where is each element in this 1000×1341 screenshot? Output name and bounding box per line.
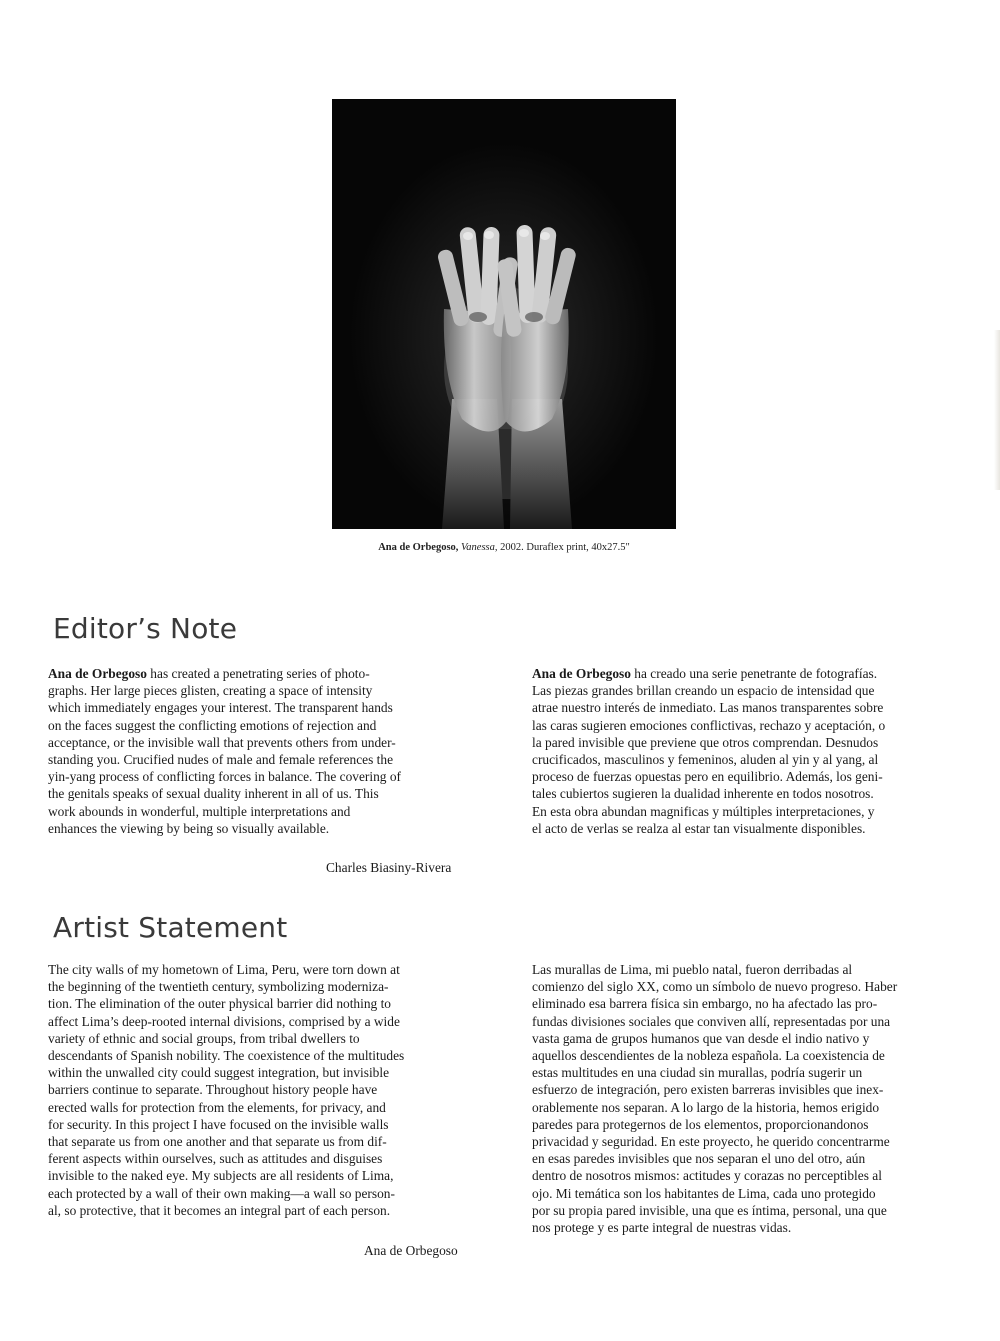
artist-statement-heading: Artist Statement [53,911,288,944]
text-line: Ana de Orbegoso ha creado una serie penetrante de fotografías. [532,666,878,681]
editors-note-signature: Charles Biasiny-Rivera [326,860,452,875]
photo-caption [300,542,708,553]
text-line: vasta gama de grupos humanos que van desde el indio nativo y [532,1030,870,1046]
text-line: work abounds in wonderful, multiple interpretations and [48,803,351,819]
artist-statement-spanish [532,961,972,1236]
lead-name: Ana de Orbegoso [48,666,147,681]
text-line: on the faces suggest the conflicting emotions of rejection and [48,717,377,733]
text-line: for security. In this project I have focused on the invisible walls [48,1116,389,1132]
text-line: crucificados, masculinos y femeninos, aluden al yin y al yang, al [532,752,879,768]
lead-name: Ana de Orbegoso [532,666,631,681]
text-line: por su propia pared invisible, una que es íntima, personal, una que [532,1202,887,1218]
text-line: acceptance, or the invisible wall that prevents others from under- [48,734,396,750]
text-line: estas multitudes en una ciudad sin murallas, podría sugerir un [532,1065,863,1081]
text-line: affect Lima’s deep-rooted internal divisions, comprised by a wide [48,1013,400,1029]
text-line: orablemente nos separan. A lo largo de la historia, hemos erigido [532,1099,880,1115]
text-line: privacidad y seguridad. En este proyecto, he querido concentrarme [532,1134,890,1150]
text-line: Las murallas de Lima, mi pueblo natal, fueron derribadas al [532,962,853,977]
text-line: tion. The elimination of the outer physical barrier did nothing to [48,996,391,1012]
text-line: descendants of Spanish nobility. The coexistence of the multitudes [48,1048,405,1064]
text-line: ojo. Mi temática son los habitantes de Lima, cada uno protegido [532,1185,876,1201]
text-line: la pared invisible que previene que otros comprendan. Desnudos [532,734,879,750]
text-line: that separate us from one another and that separate us from dif- [48,1134,387,1150]
caption-title: Vanessa, [461,542,498,553]
editors-note-english [48,665,478,837]
artist-statement-signature: Ana de Orbegoso [364,1243,458,1258]
page-edge-shadow [994,330,1000,490]
text-line: ferent aspects within ourselves, such as attitudes and disguises [48,1151,383,1167]
text-line: aquellos descendientes de la nobleza española. La coexistencia de [532,1048,885,1064]
text-line: which immediately engages your interest. The transparent hands [48,700,393,716]
text-line: variety of ethnic and social groups, from tribal dwellers to [48,1030,360,1046]
text-line: barriers continue to separate. Throughout history people have [48,1082,378,1098]
text-line: atrae nuestro interés de inmediato. Las manos transparentes sobre [532,700,884,716]
text-line: erected walls for protection from the elements, for privacy, and [48,1099,386,1115]
text-line: the genitals speaks of sexual duality inherent in all of us. This [48,786,379,802]
text-line: Las piezas grandes brillan creando un espacio de intensidad que [532,683,875,699]
text-line: invisible to the naked eye. My subjects are all residents of Lima, [48,1168,394,1184]
text-line: En esta obra abundan magnificas y múltiples interpretaciones, y [532,803,875,819]
text-line: standing you. Crucified nudes of male and female references the [48,752,394,768]
editors-note-spanish [532,665,972,837]
text-line: nos protege y es parte integral de nuestras vidas. [532,1220,792,1236]
text-line: dentro de nosotros mismos: actitudes y corazas no perceptibles al [532,1168,882,1184]
text-line: esfuerzo de integración, pero existen barreras invisibles que inex- [532,1082,884,1098]
caption-artist: Ana de Orbegoso, [378,542,459,553]
text-line: the beginning of the twentieth century, symbolizing moderniza- [48,979,389,995]
photograph-hands-over-face [332,99,676,529]
text-line: The city walls of my hometown of Lima, Peru, were torn down at [48,962,400,977]
editors-note-heading: Editor’s Note [53,612,238,645]
text-line: comienzo del siglo XX, como un símbolo de nuevo progreso. Haber [532,979,898,995]
text-line: las caras sugieren emociones conflictivas, rechazo y aceptación, o [532,717,886,733]
text-line: enhances the viewing by being so visually available. [48,820,330,836]
text-line: en esas paredes invisibles que nos separan el uno del otro, aún [532,1151,866,1167]
text-line: proceso de fuerzas opuestas pero en equilibrio. Además, los geni- [532,769,883,785]
text-line: graphs. Her large pieces glisten, creating a space of intensity [48,683,373,699]
text-line: within the unwalled city could suggest integration, but invisible [48,1065,390,1081]
text-line: eliminado esa barrera física sin embargo, no ha afectado las pro- [532,996,878,1012]
text-line: each protected by a wall of their own making—a wall so person- [48,1185,395,1201]
text-line: yin-yang process of conflicting forces in balance. The covering of [48,769,401,785]
artist-statement-english [48,961,478,1219]
text-line: Ana de Orbegoso has created a penetrating series of photo- [48,666,370,681]
text-line: tales cubiertos sugieren la dualidad inherente en todos nosotros. [532,786,874,802]
text-line: el acto de verlas se realza al estar tan visualmente disponibles. [532,820,866,836]
text-line: al, so protective, that it becomes an integral part of each person. [48,1202,391,1218]
caption-details: 2002. Duraflex print, 40x27.5" [500,542,630,553]
text-line: fundas divisiones sociales que conviven allí, representadas por una [532,1013,891,1029]
text-line: paredes para protegernos de los elementos, proporcionandonos [532,1116,869,1132]
